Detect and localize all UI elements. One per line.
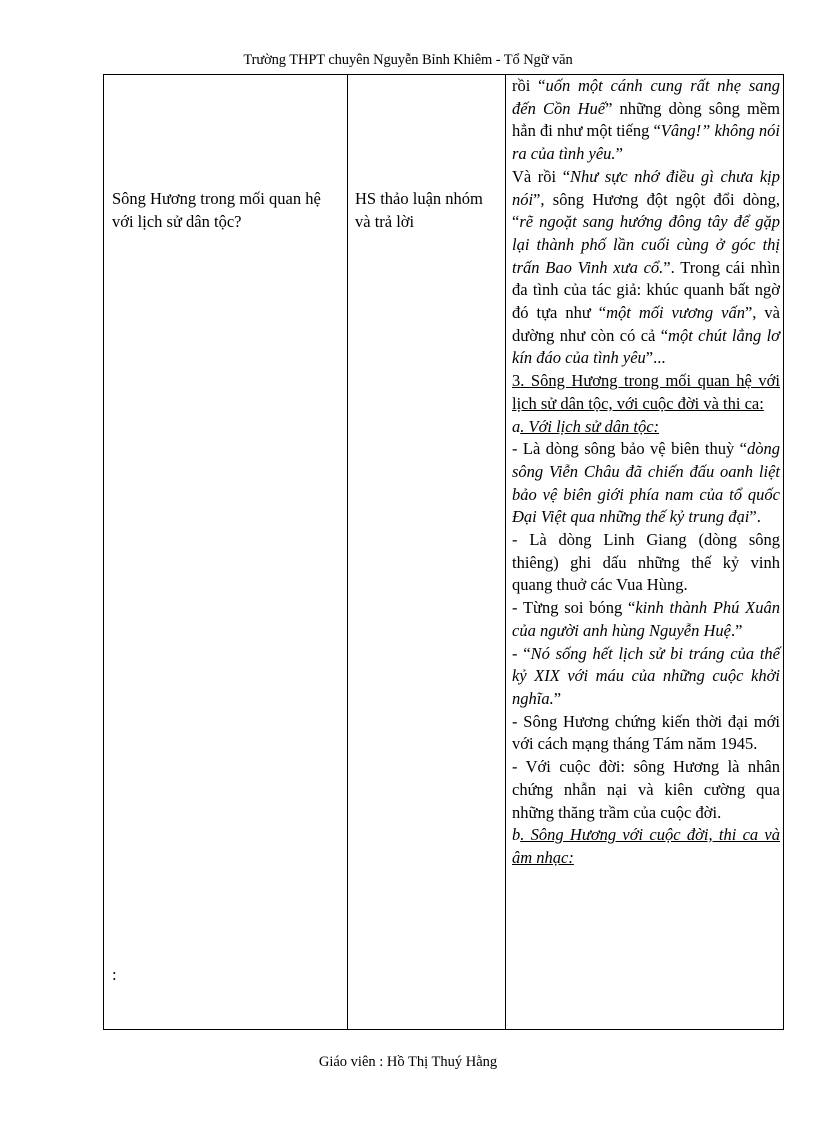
- section-heading-3: 3. Sông Hương trong mối quan hệ với lịch sử dân tộc, với cuộc đời và thi ca:: [512, 371, 780, 413]
- column-divider: [347, 75, 348, 1029]
- bullet-19th-century: - “Nó sống hết lịch sử bi tráng của thế kỷ XIX với máu của những cuộc khởi nghĩa.”: [512, 643, 780, 708]
- content-cell: [512, 75, 780, 870]
- question-cell: Sông Hương trong mối quan hệ với lịch sử dân tộc?: [112, 189, 321, 231]
- bullet-life-witness: - Với cuộc đời: sông Hương là nhân chứng nhẫn nại và kiên cường qua những thăng trầm của cuộc đời.: [512, 757, 780, 822]
- page-footer: Giáo viên : Hồ Thị Thuý Hằng: [318, 1054, 498, 1070]
- paragraph-song-bend: rồi “uốn một cánh cung rất nhẹ sang đến Cồn Huế” những dòng sông mềm hẳn đi như một tiếng “Vâng!” không nói ra của tình yêu.”: [512, 76, 780, 164]
- paragraph-river-turn: Và rồi “Như sực nhớ điều gì chưa kịp nói”, sông Hương đột ngột đổi dòng, “rẽ ngoặt sang hướng đông tây để gặp lại thành phố lần cuối cùng ở góc thị trấn Bao Vinh xưa cổ.”. Trong cái nhìn đa tình của tác giả: khúc quanh bất ngờ đó tựa như “một mối vương vấn”, và dường như còn có cả “một chút lẳng lơ kín đáo của tình yêu”...: [512, 166, 780, 368]
- bullet-august-revolution: - Sông Hương chứng kiến thời đại mới với cách mạng tháng Tám năm 1945.: [512, 711, 780, 754]
- activity-cell: HS thảo luận nhóm và trả lời: [355, 189, 483, 231]
- lesson-table: [103, 74, 784, 1030]
- bullet-phu-xuan: - Từng soi bóng “kinh thành Phú Xuân của người anh hùng Nguyễn Huệ.”: [512, 598, 780, 640]
- question-colon: :: [112, 965, 117, 984]
- subheading-b: b. Sông Hương với cuộc đời, thi ca và âm nhạc:: [512, 825, 780, 867]
- bullet-linh-giang: - Là dòng Linh Giang (dòng sông thiêng) ghi dấu những thế kỷ vinh quang thuở các Vua Hùng.: [512, 530, 780, 595]
- subheading-a: a. Với lịch sử dân tộc:: [512, 416, 660, 436]
- bullet-border-guard: - Là dòng sông bảo vệ biên thuỳ “dòng sông Viễn Châu đã chiến đấu oanh liệt bảo vệ biên giới phía nam của tổ quốc Đại Việt qua những thế kỷ trung đại”.: [512, 439, 780, 527]
- column-divider: [505, 75, 506, 1029]
- page-header: Trường THPT chuyên Nguyễn Bỉnh Khiêm - Tổ Ngữ văn: [243, 52, 573, 68]
